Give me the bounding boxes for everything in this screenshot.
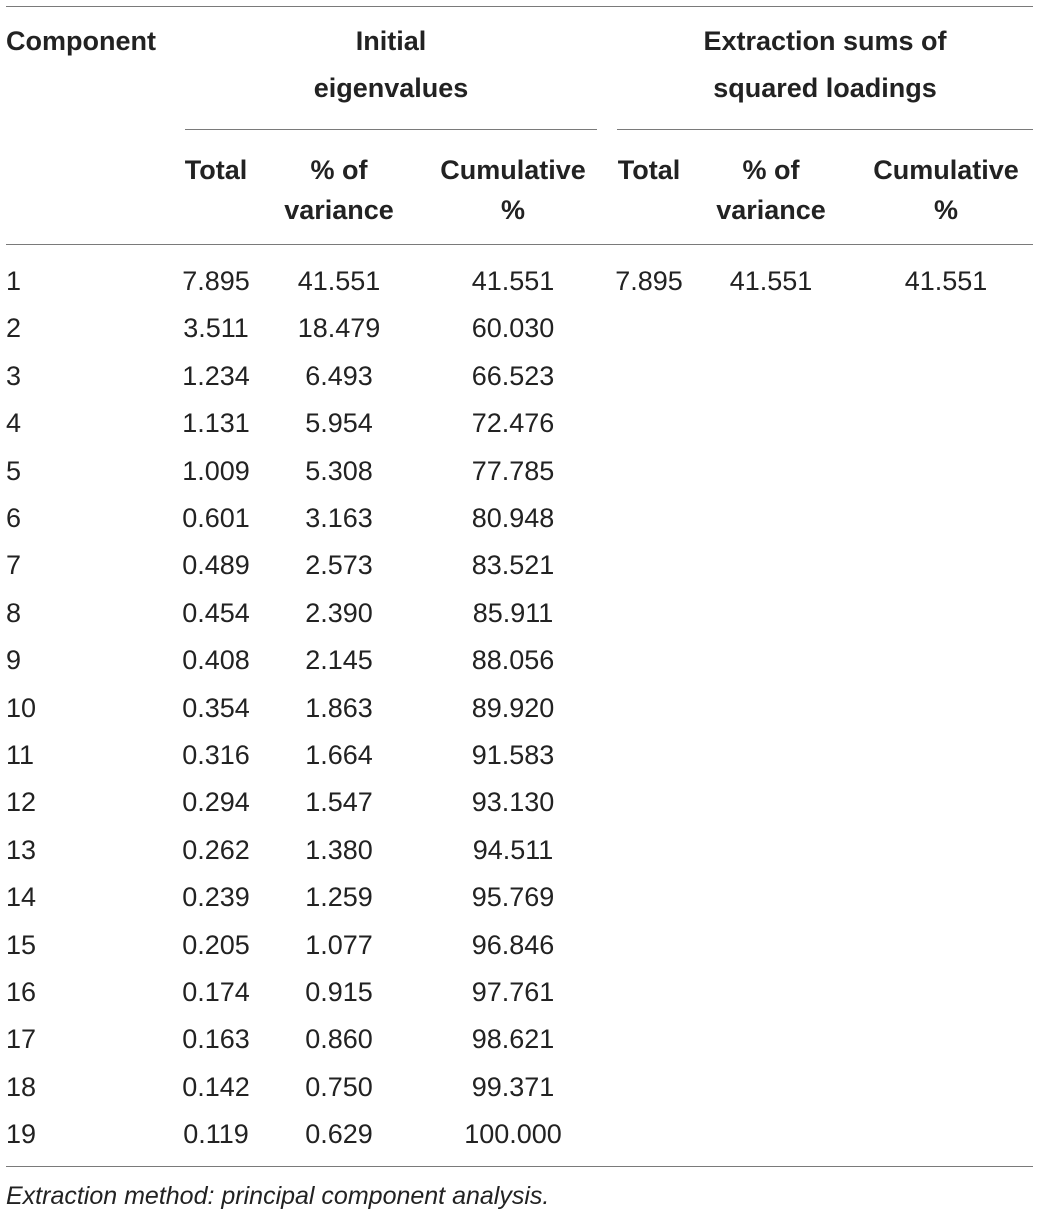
cell-initial-total: 7.895 xyxy=(182,266,250,296)
cell-initial-pct-variance: 41.551 xyxy=(297,266,381,296)
cell-initial-pct-variance: 1.259 xyxy=(305,882,373,912)
cell-initial-total: 0.142 xyxy=(182,1072,250,1102)
cell-initial-cumulative: 80.948 xyxy=(471,503,555,533)
cell-component: 19 xyxy=(6,1119,37,1149)
cell-initial-cumulative: 83.521 xyxy=(471,550,555,580)
cell-initial-total: 0.601 xyxy=(182,503,250,533)
cell-initial-total: 0.489 xyxy=(182,550,250,580)
header-initial-pct-line-2: variance xyxy=(284,195,394,225)
cell-initial-cumulative: 88.056 xyxy=(471,645,555,675)
cell-initial-cumulative: 91.583 xyxy=(471,740,555,770)
cell-component: 15 xyxy=(6,930,37,960)
cell-initial-total: 0.354 xyxy=(182,693,250,723)
cell-initial-pct-variance: 0.629 xyxy=(305,1119,373,1149)
header-extraction-cum-line-2: % xyxy=(933,195,958,225)
header-extraction-pct-line-1: % of xyxy=(742,155,800,185)
table-bottom-rule xyxy=(6,1166,1033,1167)
cell-initial-total: 1.009 xyxy=(182,456,250,486)
cell-initial-pct-variance: 5.308 xyxy=(305,456,373,486)
cell-component: 9 xyxy=(6,645,22,675)
cell-initial-cumulative: 100.000 xyxy=(464,1119,562,1149)
extraction-group-rule xyxy=(617,129,1033,130)
cell-initial-total: 0.316 xyxy=(182,740,250,770)
cell-initial-cumulative: 41.551 xyxy=(471,266,555,296)
cell-initial-total: 0.408 xyxy=(182,645,250,675)
header-component: Component xyxy=(6,26,156,56)
cell-initial-total: 0.239 xyxy=(182,882,250,912)
top-rule xyxy=(6,6,1033,7)
cell-component: 8 xyxy=(6,598,22,628)
header-initial-total: Total xyxy=(184,155,248,185)
cell-initial-total: 0.174 xyxy=(182,977,250,1007)
cell-initial-total: 1.131 xyxy=(182,408,250,438)
cell-component: 2 xyxy=(6,313,22,343)
cell-component: 12 xyxy=(6,787,37,817)
header-extraction-line-2: squared loadings xyxy=(713,73,937,103)
cell-initial-cumulative: 95.769 xyxy=(471,882,555,912)
header-extraction-total: Total xyxy=(617,155,681,185)
cell-initial-pct-variance: 0.860 xyxy=(305,1024,373,1054)
cell-initial-cumulative: 85.911 xyxy=(472,598,554,628)
cell-initial-pct-variance: 3.163 xyxy=(305,503,373,533)
cell-component: 6 xyxy=(6,503,22,533)
cell-initial-pct-variance: 1.547 xyxy=(305,787,373,817)
cell-initial-pct-variance: 1.380 xyxy=(305,835,373,865)
cell-initial-total: 0.454 xyxy=(182,598,250,628)
cell-initial-total: 0.294 xyxy=(182,787,250,817)
cell-initial-cumulative: 96.846 xyxy=(471,930,555,960)
cell-component: 13 xyxy=(6,835,37,865)
header-initial-line-2: eigenvalues xyxy=(313,73,469,103)
initial-group-rule xyxy=(185,129,597,130)
cell-extraction-total: 7.895 xyxy=(615,266,683,296)
cell-initial-cumulative: 89.920 xyxy=(471,693,555,723)
cell-extraction-pct-variance: 41.551 xyxy=(729,266,813,296)
cell-component: 5 xyxy=(6,456,22,486)
cell-component: 4 xyxy=(6,408,22,438)
cell-component: 3 xyxy=(6,361,22,391)
header-initial-line-1: Initial xyxy=(355,26,427,56)
cell-initial-cumulative: 94.511 xyxy=(472,835,554,865)
header-extraction-line-1: Extraction sums of xyxy=(703,26,947,56)
header-initial-pct-line-1: % of xyxy=(310,155,368,185)
cell-component: 11 xyxy=(6,740,35,770)
cell-initial-cumulative: 66.523 xyxy=(471,361,555,391)
cell-initial-pct-variance: 1.664 xyxy=(305,740,373,770)
cell-component: 17 xyxy=(6,1024,37,1054)
header-initial-cum-line-1: Cumulative xyxy=(440,155,586,185)
cell-initial-pct-variance: 6.493 xyxy=(305,361,373,391)
cell-initial-cumulative: 77.785 xyxy=(471,456,555,486)
cell-initial-pct-variance: 5.954 xyxy=(305,408,373,438)
header-bottom-rule xyxy=(6,244,1033,245)
header-initial-cum-line-2: % xyxy=(500,195,525,225)
cell-initial-pct-variance: 18.479 xyxy=(297,313,381,343)
cell-initial-pct-variance: 2.145 xyxy=(305,645,373,675)
cell-initial-total: 0.163 xyxy=(182,1024,250,1054)
cell-component: 14 xyxy=(6,882,37,912)
cell-initial-total: 3.511 xyxy=(183,313,249,343)
cell-component: 18 xyxy=(6,1072,37,1102)
cell-initial-total: 1.234 xyxy=(182,361,250,391)
cell-extraction-cumulative: 41.551 xyxy=(904,266,988,296)
cell-initial-cumulative: 72.476 xyxy=(471,408,555,438)
cell-component: 7 xyxy=(6,550,22,580)
cell-component: 10 xyxy=(6,693,37,723)
cell-initial-cumulative: 97.761 xyxy=(471,977,555,1007)
cell-initial-cumulative: 93.130 xyxy=(471,787,555,817)
cell-initial-cumulative: 60.030 xyxy=(471,313,555,343)
cell-initial-pct-variance: 0.915 xyxy=(305,977,373,1007)
table-footnote: Extraction method: principal component analysis. xyxy=(6,1182,550,1210)
header-extraction-pct-line-2: variance xyxy=(716,195,826,225)
cell-initial-total: 0.119 xyxy=(183,1119,249,1149)
cell-initial-pct-variance: 2.573 xyxy=(305,550,373,580)
cell-initial-pct-variance: 1.863 xyxy=(305,693,373,723)
cell-initial-cumulative: 99.371 xyxy=(471,1072,555,1102)
cell-initial-pct-variance: 2.390 xyxy=(305,598,373,628)
cell-component: 1 xyxy=(6,266,22,296)
cell-initial-pct-variance: 0.750 xyxy=(305,1072,373,1102)
cell-initial-pct-variance: 1.077 xyxy=(305,930,373,960)
cell-initial-total: 0.262 xyxy=(182,835,250,865)
header-extraction-cum-line-1: Cumulative xyxy=(873,155,1019,185)
cell-initial-cumulative: 98.621 xyxy=(471,1024,555,1054)
cell-component: 16 xyxy=(6,977,37,1007)
cell-initial-total: 0.205 xyxy=(182,930,250,960)
